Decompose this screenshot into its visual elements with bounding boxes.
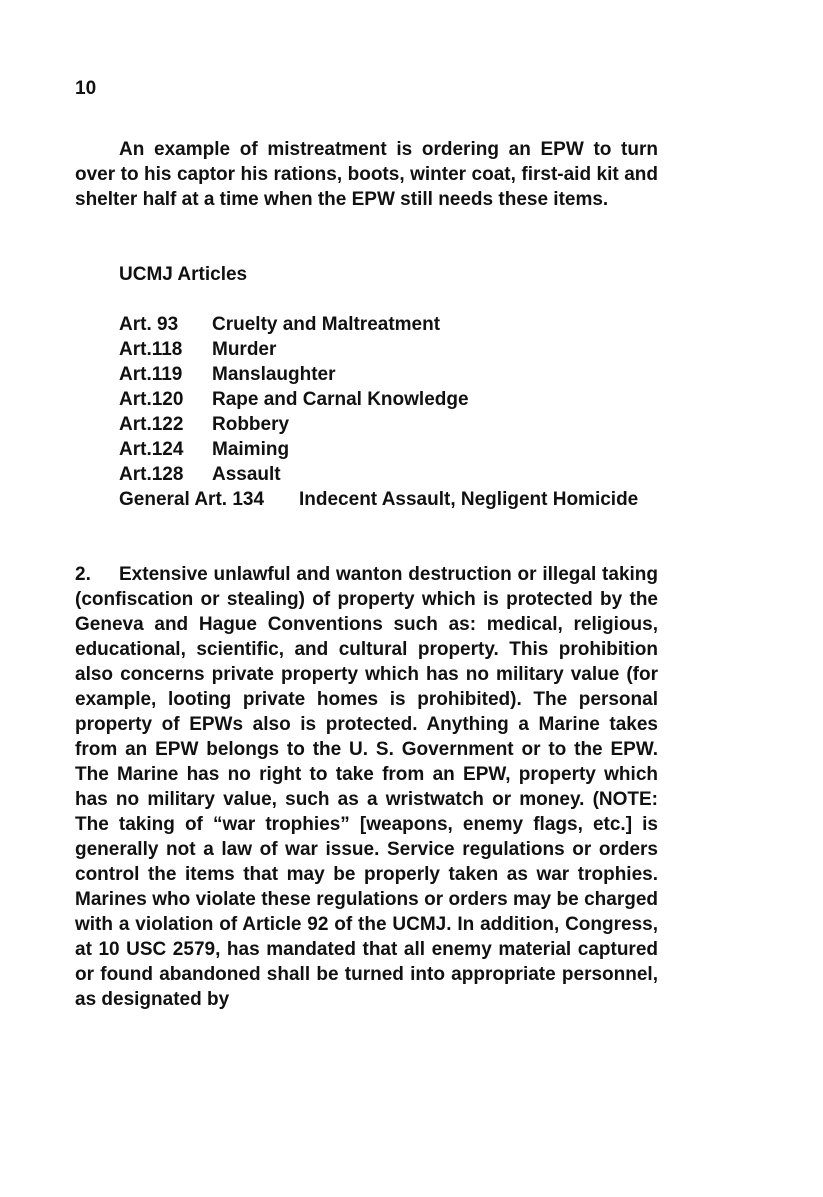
property-destruction-paragraph [75, 562, 658, 1012]
article-number: Art.118 [119, 339, 183, 360]
article-item [119, 462, 658, 487]
article-item [119, 337, 658, 362]
article-item [119, 437, 658, 462]
ucmj-articles-list [119, 312, 658, 487]
article-number: Art. 93 [119, 314, 179, 335]
mistreatment-paragraph [75, 137, 658, 212]
article-number: Art.122 [119, 414, 184, 435]
mistreatment-paragraph-text: An example of mistreatment is ordering an EPW to turn over to his captor his rations, boots, winter coat, first-aid kit and shelter half at a time when the EPW still needs these items. [75, 139, 658, 210]
article-number: Art.128 [119, 464, 184, 485]
article-item [119, 387, 658, 412]
article-title: Robbery [212, 414, 290, 435]
article-title: Maiming [212, 439, 290, 460]
article-item [119, 412, 658, 437]
property-destruction-paragraph-text: Extensive unlawful and wanton destruction or illegal taking (confiscation or stealing) of property which is protected by the Geneva and Hague Conventions such as: medical, religious, educational, scientific, and cultural property. This prohibition also concerns private property which has no military value (for example, looting private homes is prohibited). The personal property of EPWs also is protected. Anything a Marine takes from an EPW belongs to the U. S. Government or to the EPW. The Marine has no right to take from an EPW, property which has no military value, such as a wristwatch or money. (NOTE: The taking of “war trophies” [weapons, enemy flags, etc.] is generally not a law of war issue. Service regulations or orders control the items that may be properly taken as war trophies. Marines who violate these regulations or orders may be charged with a violation of Article 92 of the UCMJ. In addition, Congress, at 10 USC 2579, has mandated that all enemy material captured or found abandoned shall be turned into appropriate personnel, as designated by [75, 564, 658, 1010]
article-number: Art.124 [119, 439, 184, 460]
article-number: Art.120 [119, 389, 184, 410]
article-title: Rape and Carnal Knowledge [212, 389, 469, 410]
article-title: Manslaughter [212, 364, 336, 385]
general-article-title: Indecent Assault, Negligent Homicide [299, 489, 639, 510]
paragraph-label: 2. [75, 564, 91, 585]
ucmj-articles-heading: UCMJ Articles [119, 264, 248, 285]
article-number: Art.119 [119, 364, 183, 385]
general-article-number: General Art. 134 [119, 489, 265, 510]
general-article-item [119, 487, 658, 512]
article-title: Murder [212, 339, 277, 360]
article-title: Cruelty and Maltreatment [212, 314, 441, 335]
article-item [119, 312, 658, 337]
page-number: 10 [75, 78, 97, 99]
article-title: Assault [212, 464, 281, 485]
article-item [119, 362, 658, 387]
